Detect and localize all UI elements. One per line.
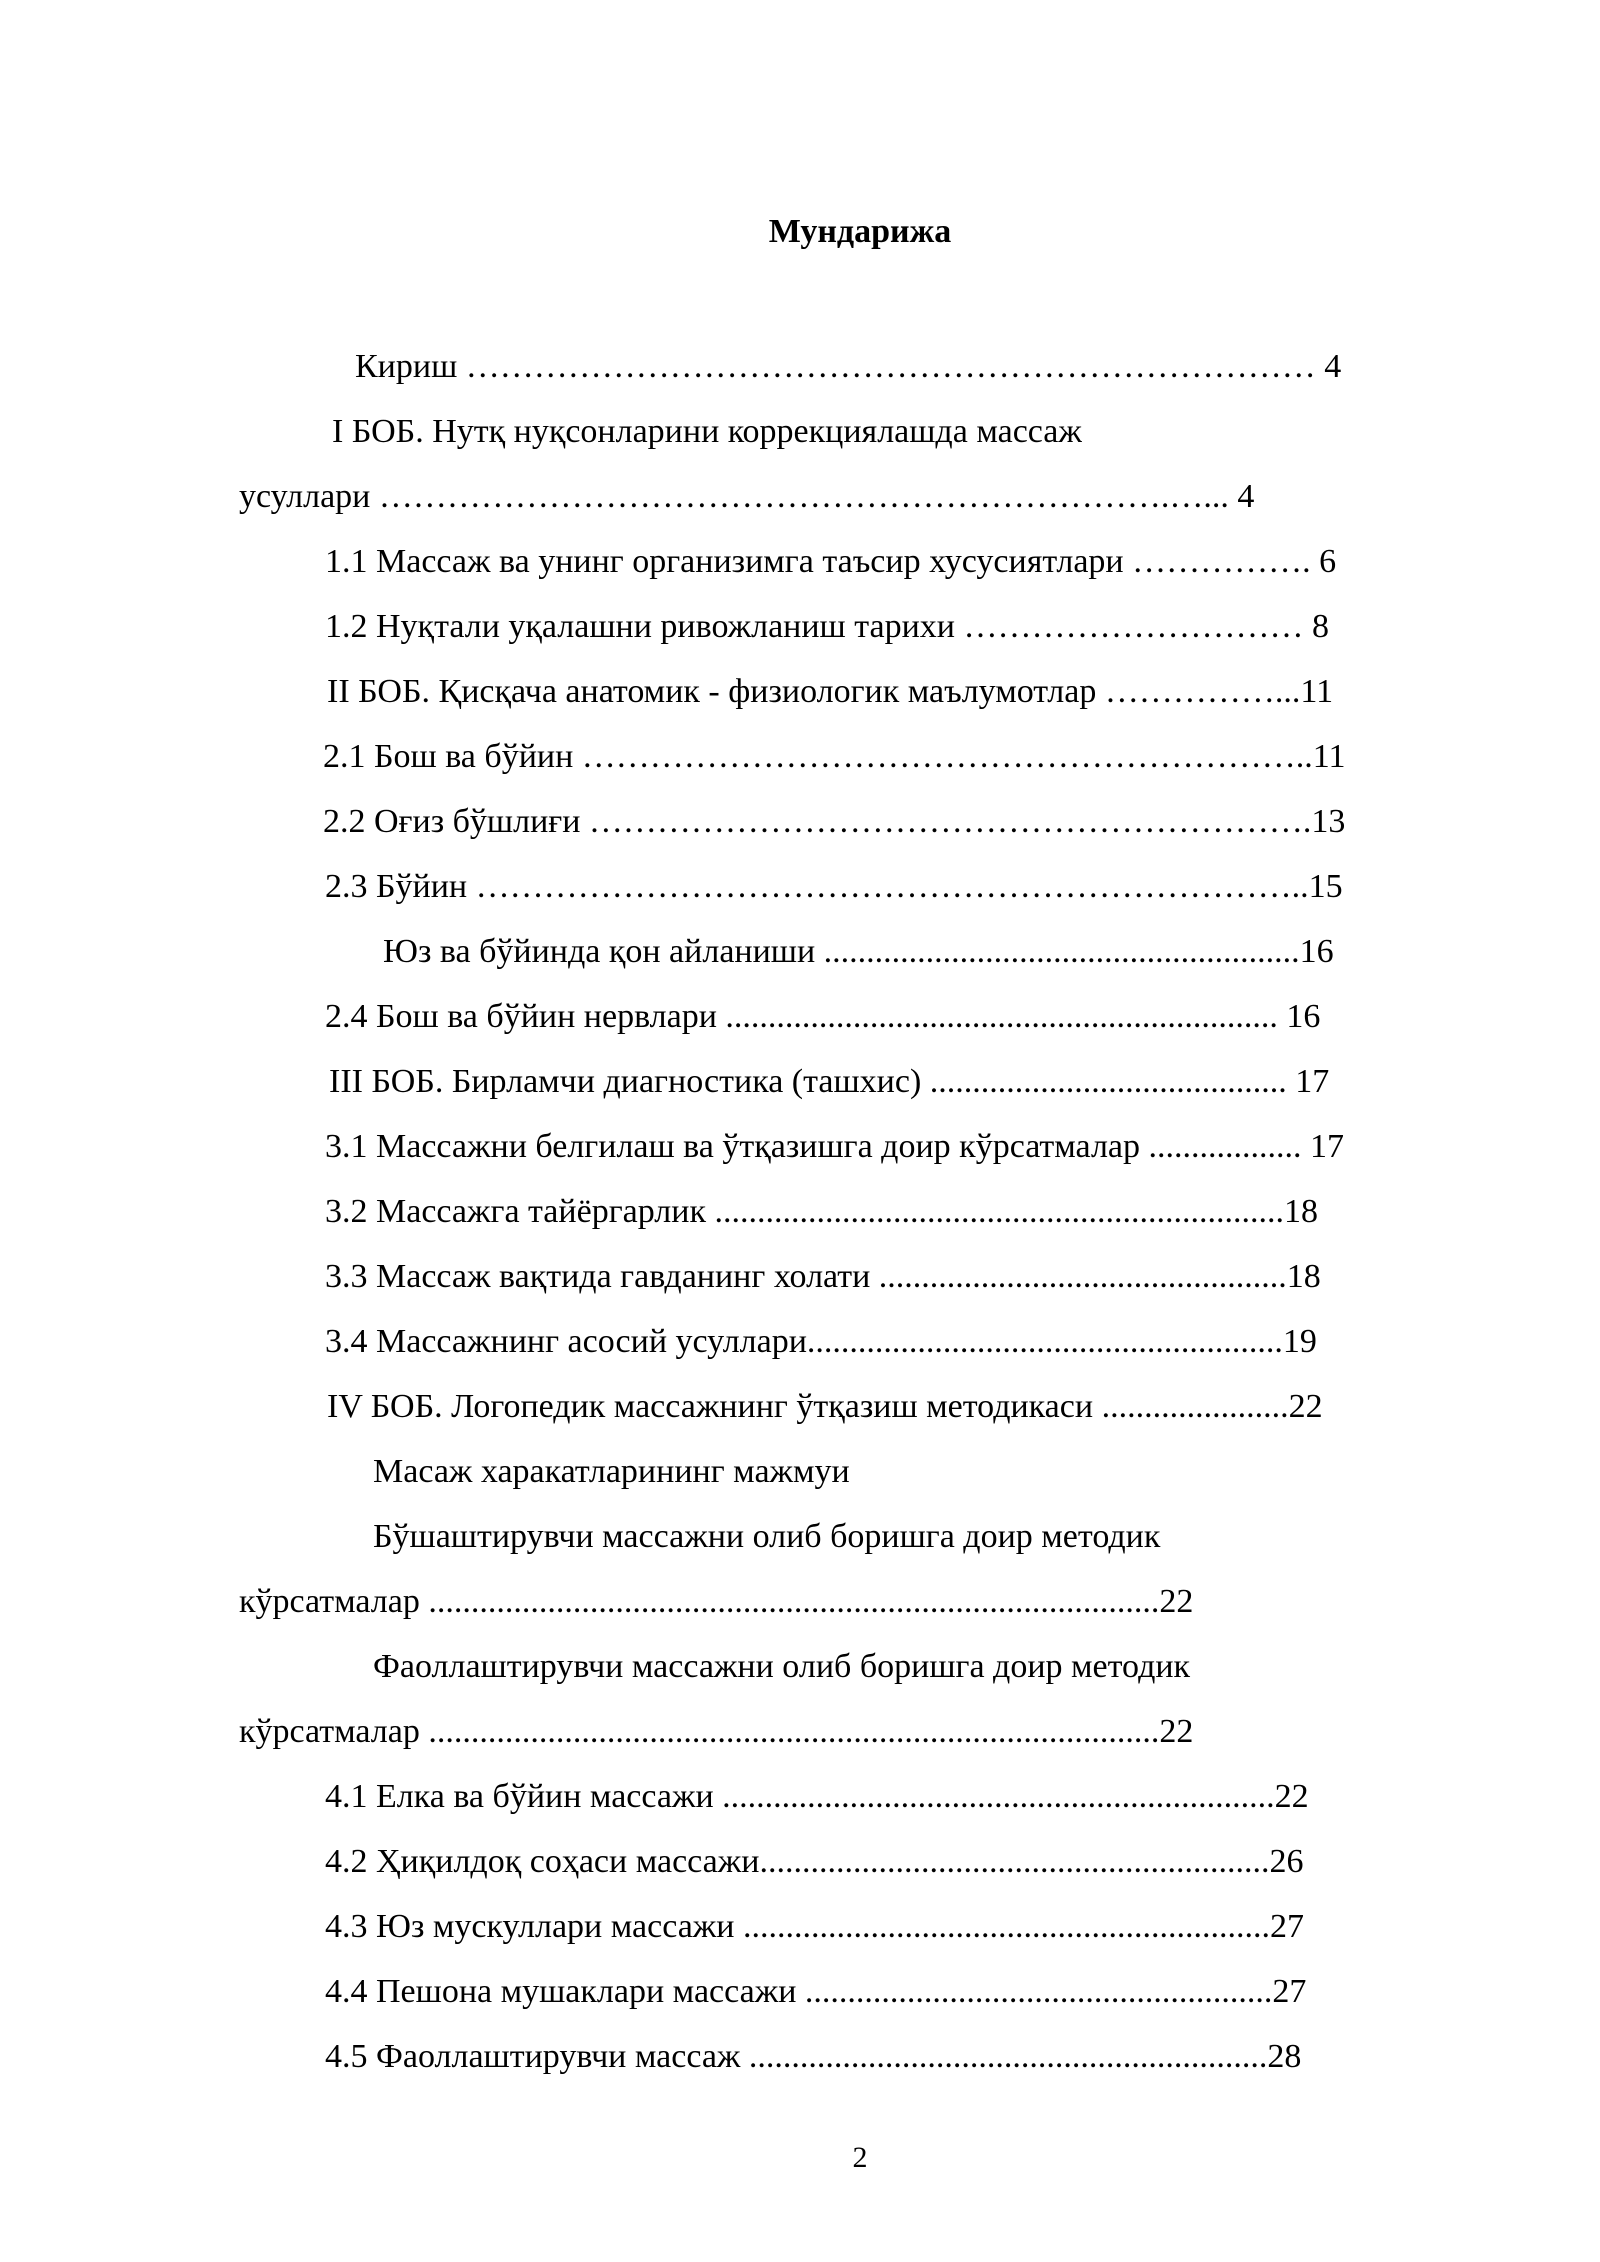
toc-entry-chapter-3: III БОБ. Бирламчи диагностика (ташхис) .......................................... 17 <box>329 1063 1330 1100</box>
page-title: Мундарижа <box>768 213 952 250</box>
toc-entry-section-4-4: 4.4 Пешона мушаклари массажи .......................................................27 <box>325 1973 1307 2010</box>
toc-entry-section-4-5: 4.5 Фаоллаштирувчи массаж .............................................................28 <box>325 2038 1302 2075</box>
toc-entry-section-3-4: 3.4 Массажнинг асосий усуллари........................................................19 <box>325 1323 1317 1360</box>
toc-entry-relaxing-massage: Бўшаштирувчи массажни олиб боришга доир методик <box>373 1518 1161 1555</box>
toc-entry-activating-massage: Фаоллаштирувчи массажни олиб боришга доир методик <box>373 1648 1191 1685</box>
toc-entry-section-3-2: 3.2 Массажга тайёргарлик ...................................................................18 <box>325 1193 1318 1230</box>
toc-entry-chapter-2: II БОБ. Қисқача анатомик - физиологик маълумотлар ……………...11 <box>327 673 1334 710</box>
toc-entry-activating-massage-continuation: кўрсатмалар ......................................................................................22 <box>239 1713 1194 1750</box>
toc-entry-chapter-1-continuation: усуллари …………………………………………………………….…... 4 <box>239 478 1255 515</box>
toc-entry-section-2-1: 2.1 Бош ва бўйин ………………………………………………………..11 <box>323 738 1346 775</box>
toc-entry-massage-complex: Масаж харакатларининг мажмуи <box>373 1453 850 1490</box>
page-number: 2 <box>852 2141 868 2174</box>
toc-entry-chapter-1-heading: I БОБ. Нутқ нуқсонларини коррекциялашда массаж <box>332 413 1082 450</box>
toc-entry-section-3-3: 3.3 Массаж вақтида гавданинг холати ................................................18 <box>325 1258 1321 1295</box>
toc-entry-section-2-3: 2.3 Бўйин ………………………………………………………………..15 <box>325 868 1343 905</box>
toc-entry-chapter-4: IV БОБ. Логопедик массажнинг ўтқазиш методикаси ......................22 <box>327 1388 1323 1425</box>
toc-entry-section-1-2: 1.2 Нуқтали уқалашни ривожланиш тарихи ………………………… 8 <box>325 608 1329 645</box>
toc-entry-section-4-3: 4.3 Юз мускуллари массажи ..............................................................27 <box>325 1908 1304 1945</box>
toc-entry-section-1-1: 1.1 Массаж ва унинг организимга таъсир хусусиятлари ……………. 6 <box>325 543 1337 580</box>
toc-entry-blood-circulation: Юз ва бўйинда қон айланиши ........................................................16 <box>383 933 1334 970</box>
toc-entry-introduction: Кириш ………………………………………………………………… 4 <box>355 348 1342 385</box>
toc-entry-section-2-2: 2.2 Оғиз бўшлиғи ……………………………………………………….13 <box>323 803 1346 840</box>
toc-entry-section-4-1: 4.1 Елка ва бўйин массажи .................................................................22 <box>325 1778 1309 1815</box>
toc-entry-section-3-1: 3.1 Массажни белгилаш ва ўтқазишга доир кўрсатмалар .................. 17 <box>325 1128 1345 1165</box>
toc-entry-relaxing-massage-continuation: кўрсатмалар ......................................................................................22 <box>239 1583 1194 1620</box>
toc-entry-section-4-2: 4.2 Ҳиқилдоқ соҳаси массажи............................................................26 <box>325 1843 1304 1880</box>
toc-entry-section-2-4: 2.4 Бош ва бўйин нервлари ................................................................. 16 <box>325 998 1321 1035</box>
